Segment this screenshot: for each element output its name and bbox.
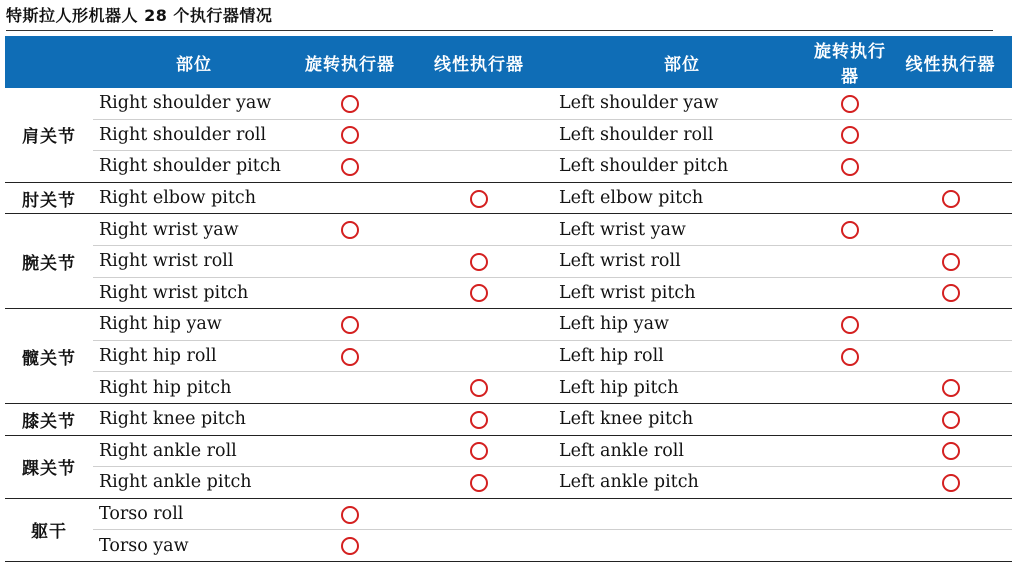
right-rotary-cell [295,119,405,151]
circle-marker-icon [470,284,488,302]
right-linear-cell [405,277,553,309]
circle-marker-icon [341,158,359,176]
left-linear-cell [889,277,1012,309]
left-linear-cell [889,151,1012,183]
left-linear-cell [889,245,1012,277]
left-linear-cell [889,498,1012,530]
right-part-name: Right elbow pitch [93,182,295,214]
joint-group-label: 膝关节 [5,403,93,435]
left-linear-cell [889,435,1012,467]
left-rotary-cell [811,182,889,214]
right-rotary-cell [295,403,405,435]
right-linear-cell [405,88,553,119]
table-row [5,309,1012,341]
right-rotary-cell [295,530,405,562]
circle-marker-icon [341,348,359,366]
right-linear-cell [405,530,553,562]
right-rotary-cell [295,214,405,246]
circle-marker-icon [841,95,859,113]
right-linear-cell [405,403,553,435]
right-part-name: Right ankle roll [93,435,295,467]
right-rotary-cell [295,245,405,277]
right-part-name: Right knee pitch [93,403,295,435]
right-part-name: Right wrist pitch [93,277,295,309]
table-row [5,151,1012,183]
left-part-name: Left wrist roll [553,245,811,277]
joint-group-label: 肘关节 [5,182,93,214]
left-rotary-cell [811,530,889,562]
left-rotary-cell [811,309,889,341]
page-title: 特斯拉人形机器人 28 个执行器情况 [6,6,273,25]
left-linear-cell [889,530,1012,562]
table-header-row [5,36,1012,88]
left-rotary-cell [811,277,889,309]
left-linear-cell [889,119,1012,151]
table-body [5,88,1012,561]
left-rotary-cell [811,435,889,467]
right-part-name: Right shoulder roll [93,119,295,151]
table-row [5,372,1012,404]
right-part-name: Right wrist roll [93,245,295,277]
left-part-name: Left knee pitch [553,403,811,435]
title-rule [6,30,993,31]
circle-marker-icon [470,253,488,271]
circle-marker-icon [470,379,488,397]
left-part-name: Left elbow pitch [553,182,811,214]
circle-marker-icon [841,126,859,144]
right-rotary-cell [295,151,405,183]
header-linear-left: 线性执行器 [905,54,996,75]
right-rotary-cell [295,498,405,530]
left-rotary-cell [811,119,889,151]
circle-marker-icon [841,316,859,334]
right-linear-cell [405,214,553,246]
table-row [5,182,1012,214]
left-linear-cell [889,340,1012,372]
right-rotary-cell [295,277,405,309]
left-part-name: Left hip yaw [553,309,811,341]
circle-marker-icon [942,284,960,302]
right-linear-cell [405,435,553,467]
right-linear-cell [405,119,553,151]
table-row [5,530,1012,562]
circle-marker-icon [341,316,359,334]
left-part-name: Left shoulder roll [553,119,811,151]
left-part-name: Left wrist pitch [553,277,811,309]
joint-group-label: 肩关节 [5,88,93,182]
left-linear-cell [889,467,1012,499]
right-rotary-cell [295,372,405,404]
table-row [5,467,1012,499]
left-part-name [553,530,811,562]
circle-marker-icon [470,474,488,492]
circle-marker-icon [341,537,359,555]
left-part-name [553,498,811,530]
circle-marker-icon [841,158,859,176]
table-row [5,119,1012,151]
left-rotary-cell [811,245,889,277]
header-linear-right: 线性执行器 [434,54,524,75]
left-rotary-cell [811,340,889,372]
table-row [5,340,1012,372]
header-rotary-left: 旋转执行器 [814,42,886,87]
left-rotary-cell [811,88,889,119]
right-linear-cell [405,498,553,530]
header-rotary-right: 旋转执行器 [305,54,395,75]
circle-marker-icon [341,95,359,113]
right-part-name: Right wrist yaw [93,214,295,246]
right-rotary-cell [295,467,405,499]
left-linear-cell [889,309,1012,341]
right-part-name: Right ankle pitch [93,467,295,499]
left-part-name: Left hip roll [553,340,811,372]
right-part-name: Torso yaw [93,530,295,562]
right-linear-cell [405,340,553,372]
circle-marker-icon [942,379,960,397]
header-part-left: 部位 [664,54,700,75]
joint-group-label: 髋关节 [5,309,93,404]
right-part-name: Right hip roll [93,340,295,372]
left-rotary-cell [811,372,889,404]
left-part-name: Left ankle pitch [553,467,811,499]
table-row [5,435,1012,467]
left-part-name: Left ankle roll [553,435,811,467]
right-part-name: Torso roll [93,498,295,530]
right-rotary-cell [295,182,405,214]
table-row [5,277,1012,309]
joint-group-label: 躯干 [5,498,93,561]
right-rotary-cell [295,88,405,119]
left-part-name: Left shoulder pitch [553,151,811,183]
circle-marker-icon [942,474,960,492]
left-linear-cell [889,182,1012,214]
circle-marker-icon [942,411,960,429]
circle-marker-icon [470,411,488,429]
circle-marker-icon [841,348,859,366]
table-row [5,214,1012,246]
right-linear-cell [405,372,553,404]
right-linear-cell [405,182,553,214]
circle-marker-icon [341,221,359,239]
circle-marker-icon [942,253,960,271]
right-linear-cell [405,309,553,341]
left-part-name: Left hip pitch [553,372,811,404]
left-part-name: Left shoulder yaw [553,88,811,119]
right-part-name: Right hip pitch [93,372,295,404]
header-group [5,36,93,88]
left-rotary-cell [811,403,889,435]
circle-marker-icon [470,190,488,208]
table-row [5,498,1012,530]
left-linear-cell [889,372,1012,404]
left-rotary-cell [811,214,889,246]
left-linear-cell [889,214,1012,246]
right-rotary-cell [295,309,405,341]
joint-group-label: 腕关节 [5,214,93,309]
circle-marker-icon [341,506,359,524]
right-linear-cell [405,151,553,183]
left-rotary-cell [811,151,889,183]
circle-marker-icon [942,442,960,460]
right-linear-cell [405,245,553,277]
left-part-name: Left wrist yaw [553,214,811,246]
header-part-right: 部位 [176,54,212,75]
right-rotary-cell [295,435,405,467]
circle-marker-icon [841,221,859,239]
circle-marker-icon [341,126,359,144]
table-row [5,88,1012,119]
joint-group-label: 踝关节 [5,435,93,498]
right-part-name: Right shoulder yaw [93,88,295,119]
right-part-name: Right hip yaw [93,309,295,341]
table-row [5,245,1012,277]
right-linear-cell [405,467,553,499]
circle-marker-icon [942,190,960,208]
actuator-table [5,36,1012,562]
left-linear-cell [889,88,1012,119]
left-rotary-cell [811,498,889,530]
right-rotary-cell [295,340,405,372]
right-part-name: Right shoulder pitch [93,151,295,183]
left-rotary-cell [811,467,889,499]
table-row [5,403,1012,435]
left-linear-cell [889,403,1012,435]
circle-marker-icon [470,442,488,460]
